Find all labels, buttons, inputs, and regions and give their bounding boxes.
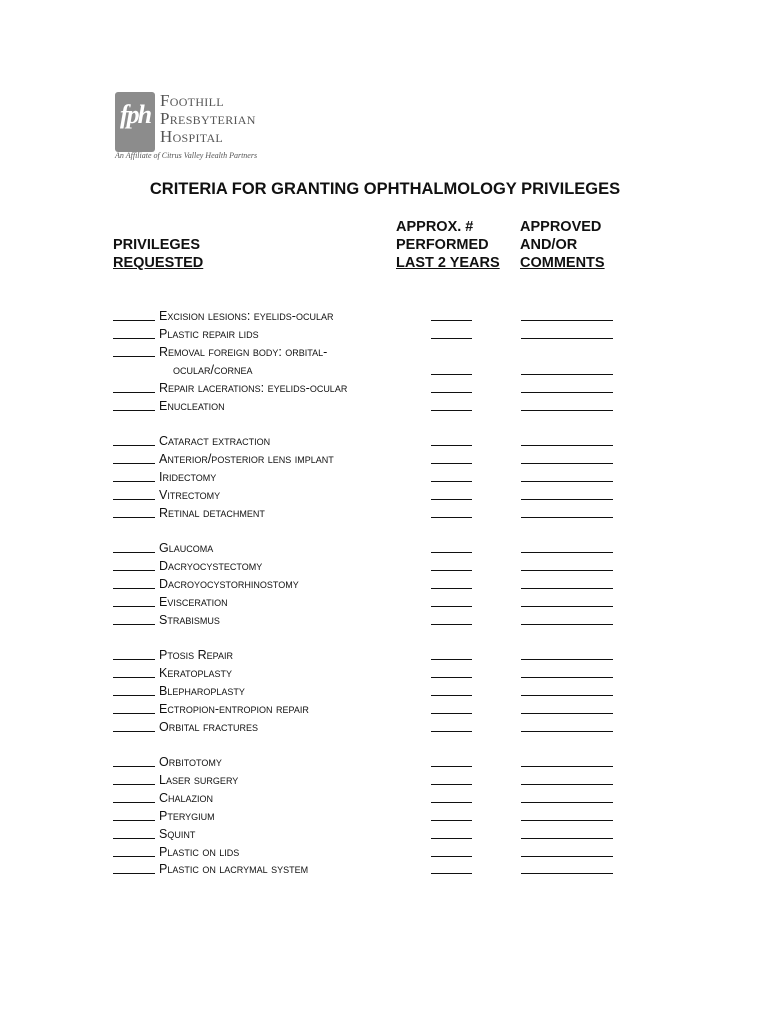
request-blank[interactable]: [113, 624, 155, 625]
comments-blank[interactable]: [521, 499, 613, 500]
privilege-label: Blepharoplasty: [159, 683, 245, 698]
privilege-label: Pterygium: [159, 808, 215, 823]
comments-blank[interactable]: [521, 820, 613, 821]
comments-blank[interactable]: [521, 338, 613, 339]
privilege-row: [113, 399, 633, 417]
privilege-row: [113, 577, 633, 595]
approx-count-blank[interactable]: [431, 463, 472, 464]
privilege-row: [113, 702, 633, 720]
privilege-row: [113, 309, 633, 327]
privilege-label: Iridectomy: [159, 469, 217, 484]
approx-count-blank[interactable]: [431, 499, 472, 500]
approx-count-blank[interactable]: [431, 731, 472, 732]
header-line: APPROVED: [520, 219, 602, 235]
request-blank[interactable]: [113, 499, 155, 500]
privilege-row: [113, 470, 633, 488]
request-blank[interactable]: [113, 356, 155, 357]
approx-header: [396, 218, 500, 272]
request-blank[interactable]: [113, 410, 155, 411]
privilege-row: [113, 755, 633, 773]
privilege-label: Ectropion-entropion repair: [159, 701, 309, 716]
comments-blank[interactable]: [521, 659, 613, 660]
privilege-row: [113, 488, 633, 506]
privilege-label: Orbital fractures: [159, 719, 259, 734]
logo-mark: [115, 92, 155, 152]
approx-count-blank[interactable]: [431, 820, 472, 821]
request-blank[interactable]: [113, 338, 155, 339]
header-line: REQUESTED: [113, 255, 204, 271]
privilege-label: Excision lesions: eyelids-ocular: [159, 309, 334, 323]
approx-count-blank[interactable]: [431, 374, 472, 375]
request-blank[interactable]: [113, 766, 155, 767]
request-blank[interactable]: [113, 677, 155, 678]
page-title: CRITERIA FOR GRANTING OPHTHALMOLOGY PRIVILEGES: [149, 180, 621, 198]
comments-blank[interactable]: [521, 731, 613, 732]
privilege-row: [113, 862, 633, 880]
approx-count-blank[interactable]: [431, 552, 472, 553]
header-line: APPROX. #: [396, 219, 474, 235]
privilege-row: [113, 648, 633, 666]
request-blank[interactable]: [113, 606, 155, 607]
comments-blank[interactable]: [521, 588, 613, 589]
approx-count-blank[interactable]: [431, 873, 472, 874]
privilege-row: [113, 541, 633, 559]
privilege-label: Plastic on lids: [159, 844, 240, 859]
approx-count-blank[interactable]: [431, 606, 472, 607]
comments-blank[interactable]: [521, 374, 613, 375]
logo-initials: fph: [119, 100, 151, 129]
privilege-label: Dacroyocystorhinostomy: [159, 576, 299, 591]
request-blank[interactable]: [113, 856, 155, 857]
privilege-row: [113, 327, 633, 345]
header-line: LAST 2 YEARS: [396, 255, 500, 271]
approx-count-blank[interactable]: [431, 481, 472, 482]
comments-blank[interactable]: [521, 606, 613, 607]
approx-count-blank[interactable]: [431, 517, 472, 518]
approved-header: [520, 218, 605, 272]
privilege-row: [113, 720, 633, 738]
privilege-row: [113, 666, 633, 684]
approx-count-blank[interactable]: [431, 713, 472, 714]
approx-count-blank[interactable]: [431, 570, 472, 571]
header-line: PERFORMED: [396, 237, 489, 253]
approx-count-blank[interactable]: [431, 624, 472, 625]
privilege-row: [113, 809, 633, 827]
request-blank[interactable]: [113, 695, 155, 696]
logo-line: Foothill: [160, 91, 224, 110]
privilege-row: [113, 559, 633, 577]
privilege-label: Retinal detachment: [159, 505, 265, 520]
privilege-row: [113, 452, 633, 470]
approx-count-blank[interactable]: [431, 695, 472, 696]
approx-count-blank[interactable]: [431, 677, 472, 678]
comments-blank[interactable]: [521, 677, 613, 678]
privilege-label: Removal foreign body: orbital-: [159, 344, 328, 359]
comments-blank[interactable]: [521, 445, 613, 446]
comments-blank[interactable]: [521, 517, 613, 518]
request-blank[interactable]: [113, 713, 155, 714]
logo-wordmark: [160, 92, 256, 146]
privilege-row: [113, 613, 633, 631]
comments-blank[interactable]: [521, 392, 613, 393]
header-line: COMMENTS: [520, 255, 605, 271]
comments-blank[interactable]: [521, 695, 613, 696]
comments-blank[interactable]: [521, 410, 613, 411]
privilege-label: Dacryocystectomy: [159, 558, 263, 573]
request-blank[interactable]: [113, 820, 155, 821]
privilege-label: Plastic on lacrymal system: [159, 862, 309, 877]
approx-count-blank[interactable]: [431, 784, 472, 785]
approx-count-blank[interactable]: [431, 802, 472, 803]
privilege-label: Laser surgery: [159, 772, 239, 787]
privilege-row: [113, 434, 633, 452]
privilege-label: Chalazion: [159, 790, 214, 805]
approx-count-blank[interactable]: [431, 338, 472, 339]
request-blank[interactable]: [113, 481, 155, 482]
privilege-row: [113, 827, 633, 845]
header-line: PRIVILEGES: [113, 237, 201, 253]
privilege-label: Keratoplasty: [159, 665, 233, 680]
privilege-label: Vitrectomy: [159, 487, 221, 502]
comments-blank[interactable]: [521, 624, 613, 625]
comments-blank[interactable]: [521, 552, 613, 553]
logo-line: Hospital: [160, 127, 224, 146]
request-blank[interactable]: [113, 570, 155, 571]
approx-count-blank[interactable]: [431, 838, 472, 839]
privilege-row: [113, 684, 633, 702]
request-blank[interactable]: [113, 731, 155, 732]
privilege-row: [113, 595, 633, 613]
privilege-label: Squint: [159, 826, 196, 841]
logo-line: Presbyterian: [160, 109, 256, 128]
comments-blank[interactable]: [521, 481, 613, 482]
request-blank[interactable]: [113, 659, 155, 660]
privilege-label: Orbitotomy: [159, 755, 222, 769]
privilege-label: Enucleation: [159, 398, 225, 413]
comments-blank[interactable]: [521, 570, 613, 571]
privilege-label: Cataract extraction: [159, 434, 271, 448]
request-blank[interactable]: [113, 873, 155, 874]
request-blank[interactable]: [113, 445, 155, 446]
comments-blank[interactable]: [521, 463, 613, 464]
request-blank[interactable]: [113, 784, 155, 785]
privilege-row: [113, 381, 633, 399]
comments-blank[interactable]: [521, 856, 613, 857]
request-blank[interactable]: [113, 552, 155, 553]
privilege-label: Plastic repair lids: [159, 326, 259, 341]
comments-blank[interactable]: [521, 784, 613, 785]
privilege-row: [113, 845, 633, 863]
privilege-row: [113, 344, 633, 377]
comments-blank[interactable]: [521, 766, 613, 767]
privilege-row: [113, 506, 633, 524]
request-blank[interactable]: [113, 392, 155, 393]
request-blank[interactable]: [113, 463, 155, 464]
approx-count-blank[interactable]: [431, 659, 472, 660]
privilege-label: Evisceration: [159, 594, 228, 609]
approx-count-blank[interactable]: [431, 320, 472, 321]
privilege-label: Ptosis Repair: [159, 648, 234, 662]
privilege-row: [113, 773, 633, 791]
comments-blank[interactable]: [521, 320, 613, 321]
comments-blank[interactable]: [521, 713, 613, 714]
request-blank[interactable]: [113, 802, 155, 803]
request-blank[interactable]: [113, 320, 155, 321]
logo-affiliate-text: An Affiliate of Citrus Valley Health Partners: [115, 151, 258, 160]
request-blank[interactable]: [113, 517, 155, 518]
privilege-label: Strabismus: [159, 612, 220, 627]
request-blank[interactable]: [113, 588, 155, 589]
approx-count-blank[interactable]: [431, 766, 472, 767]
approx-count-blank[interactable]: [431, 392, 472, 393]
approx-count-blank[interactable]: [431, 856, 472, 857]
privilege-label: Glaucoma: [159, 541, 214, 555]
header-line: AND/OR: [520, 237, 578, 253]
privilege-label-continued: ocular/cornea: [173, 362, 253, 377]
comments-blank[interactable]: [521, 838, 613, 839]
privileges-header: [113, 236, 203, 272]
approx-count-blank[interactable]: [431, 410, 472, 411]
privilege-label: Repair lacerations: eyelids-ocular: [159, 380, 348, 395]
comments-blank[interactable]: [521, 873, 613, 874]
approx-count-blank[interactable]: [431, 588, 472, 589]
approx-count-blank[interactable]: [431, 445, 472, 446]
privilege-row: [113, 791, 633, 809]
comments-blank[interactable]: [521, 802, 613, 803]
request-blank[interactable]: [113, 838, 155, 839]
privilege-label: Anterior/posterior lens implant: [159, 451, 334, 466]
